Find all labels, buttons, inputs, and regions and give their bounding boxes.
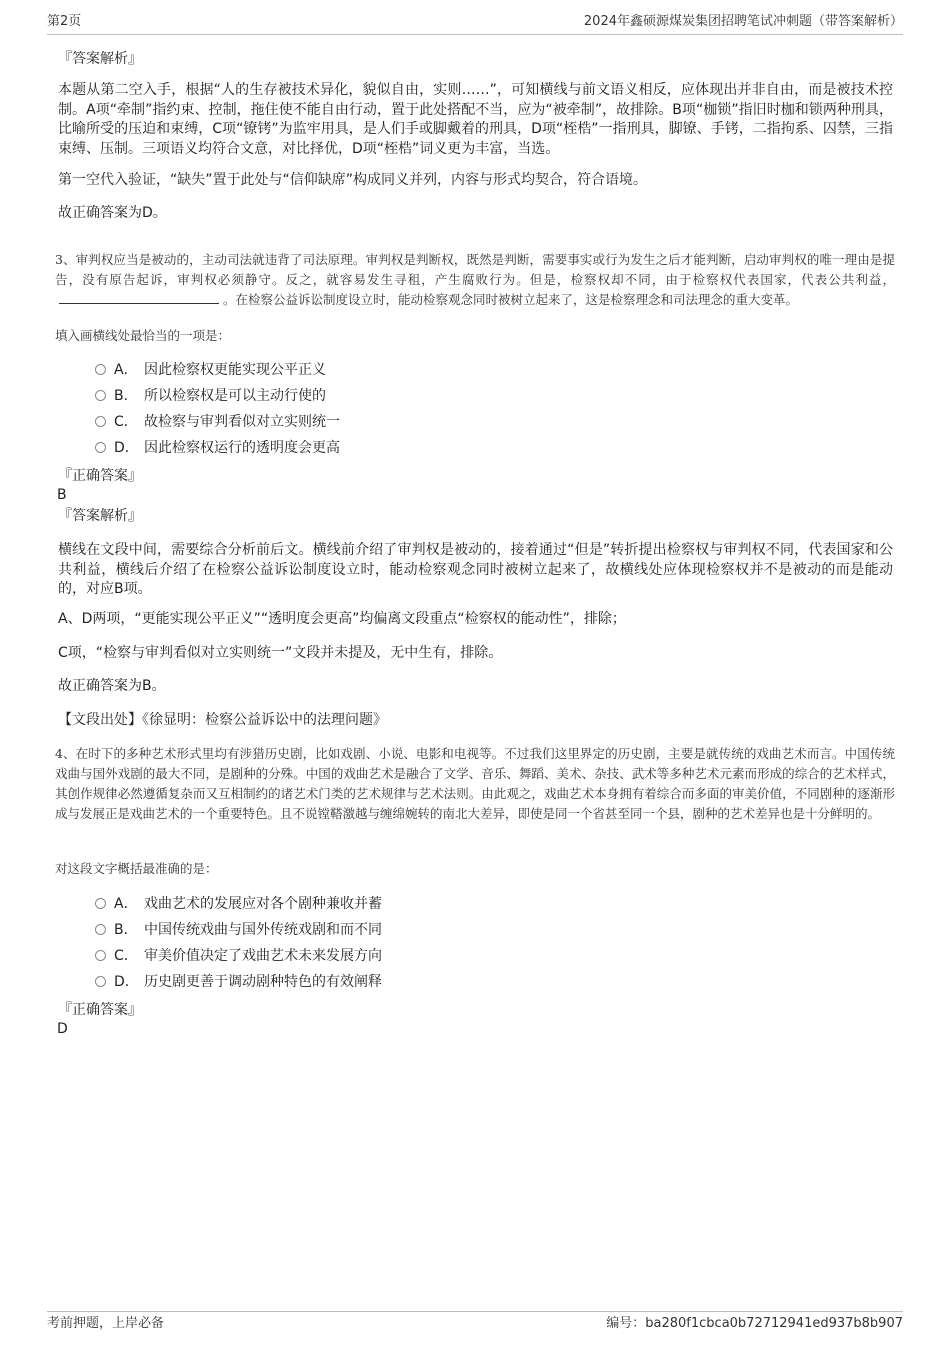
radio-icon[interactable]: [95, 976, 106, 987]
radio-icon[interactable]: [95, 416, 106, 427]
q2-analysis-label: 『答案解析』: [58, 51, 142, 67]
option-letter: A．: [114, 896, 138, 912]
option-text: 因此检察权运行的透明度会更高: [144, 440, 340, 456]
q3-option-d[interactable]: [95, 437, 340, 459]
option-letter: D．: [114, 974, 139, 990]
q3-analysis-paragraph-4: 故正确答案为B。: [58, 678, 166, 694]
q3-option-a[interactable]: [95, 359, 326, 381]
radio-icon[interactable]: [95, 898, 106, 909]
option-letter: D．: [114, 440, 139, 456]
option-text: 故检察与审判看似对立实则统一: [144, 414, 340, 430]
option-text: 因此检察权更能实现公平正义: [144, 362, 326, 378]
q3-analysis-paragraph-2: A、D两项，“更能实现公平正义”“透明度会更高”均偏离文段重点“检察权的能动性”，排除；: [58, 611, 626, 627]
radio-icon[interactable]: [95, 390, 106, 401]
q3-text-before-blank: 3、审判权应当是被动的，主动司法就违背了司法原理。审判权是判断权，既然是判断，需要事实或行为发生之后才能判断，启动审判权的唯一理由是提告，没有原告起诉，审判权必须静守。反之，就容易发生寻租，产生腐败行为。但是，检察权却不同，由于检察权代表国家，代表公共利益，: [55, 252, 895, 287]
option-letter: A．: [114, 362, 138, 378]
q3-answer-label: 『正确答案』: [58, 468, 142, 484]
option-letter: C．: [114, 948, 138, 964]
footer-serial-number: 编号：ba280f1cbca0b72712941ed937b8b907: [606, 1316, 903, 1331]
q3-text-after-blank: 。在检察公益诉讼制度设立时，能动检察观念同时被树立起来了，这是检察理念和司法理念的重大变革。: [223, 292, 799, 307]
document-title: 2024年鑫硕源煤炭集团招聘笔试冲刺题（带答案解析）: [583, 14, 903, 29]
q4-option-b[interactable]: [95, 919, 382, 941]
q3-analysis-paragraph-3: C项，“检察与审判看似对立实则统一”文段并未提及，无中生有，排除。: [58, 645, 503, 661]
q4-answer-label: 『正确答案』: [58, 1002, 142, 1018]
q4-prompt: 对这段文字概括最准确的是：: [55, 861, 218, 876]
option-text: 历史剧更善于调动剧种特色的有效阐释: [144, 974, 382, 990]
radio-icon[interactable]: [95, 442, 106, 453]
option-text: 审美价值决定了戏曲艺术未来发展方向: [144, 948, 382, 964]
q2-analysis-paragraph-1: 本题从第二空入手，根据“人的生存被技术异化，貌似自由，实则……”，可知横线与前文语义相反，应体现出并非自由，而是被技术控制。A项“牵制”指约束、控制，拖住使不能自由行动，置于此处搭配不当，应为“被牵制”，故排除。B项“枷锁”指旧时枷和锁两种刑具，比喻所受的压迫和束缚，C项“镣铐”为监牢用具，是人们手或脚戴着的刑具，D项“桎梏”一指刑具，脚镣、手铐，二指拘系、囚禁，三指束缚、压制。三项语义均符合文意，对比择优，D项“桎梏”词义更为丰富，当选。: [58, 82, 893, 157]
page-footer: [47, 1311, 903, 1334]
q2-analysis-paragraph-3: 故正确答案为D。: [58, 205, 167, 221]
q3-option-b[interactable]: [95, 385, 326, 407]
q3-analysis-label: 『答案解析』: [58, 508, 142, 524]
page-number: 第2页: [47, 14, 82, 29]
option-letter: B．: [114, 922, 138, 938]
page-header: [47, 12, 903, 35]
q3-prompt: 填入画横线处最恰当的一项是：: [55, 328, 231, 343]
q4-option-d[interactable]: [95, 971, 382, 993]
q3-analysis-paragraph-1: 横线在文段中间，需要综合分析前后文。横线前介绍了审判权是被动的，接着通过“但是”转折提出检察权与审判权不同，代表国家和公共利益，横线后介绍了在检察公益诉讼制度设立时，能动检察观念同时被树立起来了，故横线处应体现检察权并不是被动的而是能动的，对应B项。: [58, 542, 893, 597]
option-text: 戏曲艺术的发展应对各个剧种兼收并蓄: [144, 896, 382, 912]
q2-analysis-paragraph-2: 第一空代入验证，“缺失”置于此处与“信仰缺席”构成同义并列，内容与形式均契合，符合语境。: [58, 172, 648, 188]
option-letter: C．: [114, 414, 138, 430]
q3-fill-blank: [59, 290, 219, 304]
q4-answer: D: [57, 1021, 68, 1037]
option-text: 中国传统戏曲与国外传统戏剧和而不同: [144, 922, 382, 938]
q4-question-text: 4、在时下的多种艺术形式里均有涉猎历史剧，比如戏剧、小说、电影和电视等。不过我们这里界定的历史剧，主要是就传统的戏曲艺术而言。中国传统戏曲与国外戏剧的最大不同，是剧种的分殊。中国的戏曲艺术是融合了文学、音乐、舞蹈、美术、杂技、武术等多种艺术元素而形成的综合的艺术样式，其创作规律必然遵循复杂而又互相制约的诸艺术门类的艺术规律与艺术法则。由此观之，戏曲艺术本身拥有着综合而多面的审美价值，不同剧种的逐渐形成与发展正是戏曲艺术的一个重要特色。且不说镗鞳激越与缠绵婉转的南北大差异，即使是同一个省甚至同一个县，剧种的艺术差异也是十分鲜明的。: [55, 746, 895, 821]
q4-option-a[interactable]: [95, 893, 382, 915]
q3-question-text: [55, 250, 895, 310]
q3-source: 【文段出处】《徐显明：检察公益诉讼中的法理问题》: [58, 712, 387, 728]
q3-answer: B: [57, 487, 67, 503]
option-letter: B．: [114, 388, 138, 404]
q4-option-c[interactable]: [95, 945, 382, 967]
radio-icon[interactable]: [95, 950, 106, 961]
radio-icon[interactable]: [95, 364, 106, 375]
q3-option-c[interactable]: [95, 411, 340, 433]
footer-slogan: 考前押题，上岸必备: [47, 1316, 165, 1331]
radio-icon[interactable]: [95, 924, 106, 935]
option-text: 所以检察权是可以主动行使的: [144, 388, 326, 404]
